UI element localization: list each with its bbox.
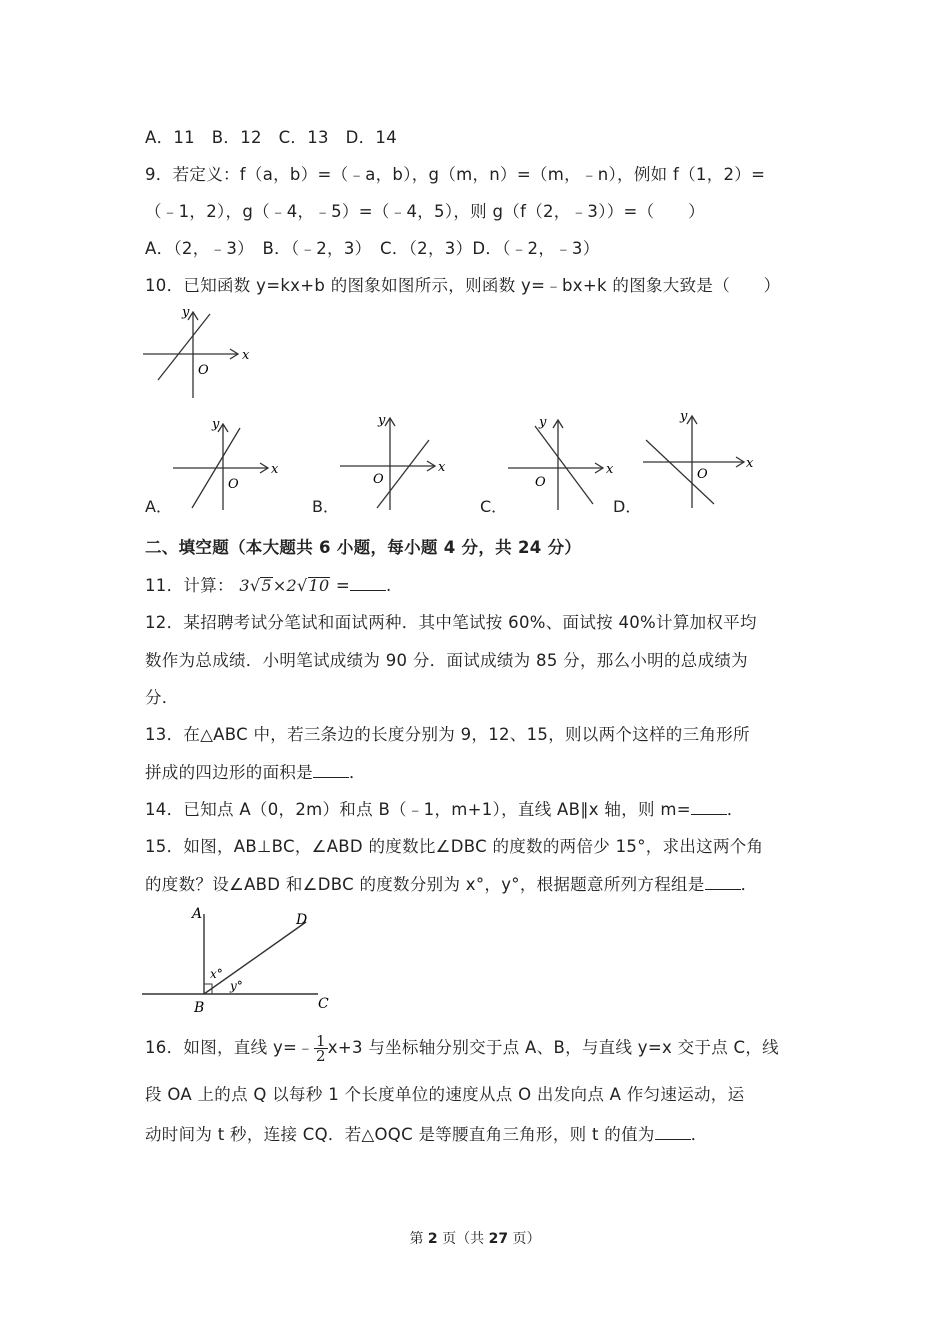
q10-graph-d xyxy=(640,404,755,512)
section-2-heading: 二、填空题（本大题共 6 小题，每小题 4 分，共 24 分） xyxy=(145,538,582,557)
q15-line2: 的度数？设∠ABD 和∠DBC 的度数分别为 x°，y°，根据题意所列方程组是 ． xyxy=(145,875,758,894)
q16-fraction: $\frac{1}{2}$ xyxy=(315,1032,326,1065)
svg-text:y: y xyxy=(378,413,386,428)
q9-options: A．（2，﹣3） B．（﹣2，3） C．（2，3）D．（﹣2，﹣3） xyxy=(145,239,600,258)
q9-line1: 9．若定义：f（a，b）=（﹣a，b），g（m，n）=（m，﹣n），例如 f（1，2）= xyxy=(145,165,766,184)
svg-text:y: y xyxy=(539,415,547,430)
svg-text:O: O xyxy=(535,475,546,490)
q10-option-a: A． xyxy=(145,497,172,516)
q13-line2: 拼成的四边形的面积是 ． xyxy=(145,763,366,782)
q10-option-b: B． xyxy=(312,497,339,516)
label-y-angle: y° xyxy=(230,979,243,993)
svg-text:x: x xyxy=(606,462,614,477)
q10-option-d: D． xyxy=(613,497,642,516)
q10-graph-a xyxy=(170,412,280,512)
svg-text:O: O xyxy=(697,467,708,482)
page-footer: 第 2 页（共 27 页） xyxy=(409,1231,541,1247)
answer-blank xyxy=(705,875,741,890)
answer-blank xyxy=(655,1125,691,1140)
svg-text:O: O xyxy=(373,472,384,487)
svg-text:y: y xyxy=(212,417,220,432)
q10-graph-b xyxy=(337,412,447,512)
label-b: B xyxy=(194,1000,205,1016)
q14: 14．已知点 A（0，2m）和点 B（﹣1，m+1），直线 AB∥x 轴，则 m= ． xyxy=(145,800,744,819)
origin-label: O xyxy=(198,363,209,378)
answer-blank xyxy=(350,576,386,591)
label-d: D xyxy=(296,912,308,928)
answer-blank xyxy=(313,763,349,778)
q11: 11．计算： 3√5×2√10 = . xyxy=(145,576,392,595)
label-c: C xyxy=(318,996,329,1012)
q10-main-graph xyxy=(140,302,250,402)
q12-line1: 12．某招聘考试分笔试和面试两种．其中笔试按 60%、面试按 40%计算加权平均 xyxy=(145,613,757,632)
q12-line3: 分． xyxy=(145,688,179,707)
q10-option-c: C． xyxy=(480,497,508,516)
label-a: A xyxy=(192,906,203,922)
q15-line1: 15．如图，AB⊥BC，∠ABD 的度数比∠DBC 的度数的两倍少 15°，求出这两个角 xyxy=(145,837,764,856)
q16-line3: 动时间为 t 秒，连接 CQ．若△OQC 是等腰直角三角形，则 t 的值为 ． xyxy=(145,1125,708,1144)
axis-y-label: y xyxy=(182,305,190,320)
label-x-angle: x° xyxy=(210,967,223,981)
q13-line1: 13．在△ABC 中，若三条边的长度分别为 9，12、15，则以两个这样的三角形所 xyxy=(145,725,750,744)
q16-line2: 段 OA 上的点 Q 以每秒 1 个长度单位的速度从点 O 出发向点 A 作匀速运动，运 xyxy=(145,1085,745,1104)
q11-expression: 3√5×2√10 xyxy=(239,576,330,595)
q9-line2: （﹣1，2），g（﹣4，﹣5）=（﹣4，5），则 g（f（2，﹣3））=（ ） xyxy=(145,202,705,221)
svg-text:x: x xyxy=(746,456,754,471)
q8-options: A．11 B．12 C．13 D．14 xyxy=(145,128,398,147)
q16-line1: 16．如图，直线 y=﹣ $\frac{1}{2}$ x+3 与坐标轴分别交于点 A、B，与直线 y=x 交于点 C，线 xyxy=(145,1032,779,1065)
q10-graph-c xyxy=(505,412,615,512)
svg-text:y: y xyxy=(680,409,688,424)
svg-text:O: O xyxy=(228,477,239,492)
answer-blank xyxy=(691,800,727,815)
q12-line2: 数作为总成绩．小明笔试成绩为 90 分．面试成绩为 85 分，那么小明的总成绩为 xyxy=(145,651,748,670)
q10-text: 10．已知函数 y=kx+b 的图象如图所示，则函数 y=﹣bx+k 的图象大致是（ ） xyxy=(145,276,781,295)
axis-x-label: x xyxy=(242,348,250,363)
svg-text:x: x xyxy=(271,462,279,477)
svg-text:x: x xyxy=(438,460,446,475)
q15-angle-figure xyxy=(140,902,340,1017)
